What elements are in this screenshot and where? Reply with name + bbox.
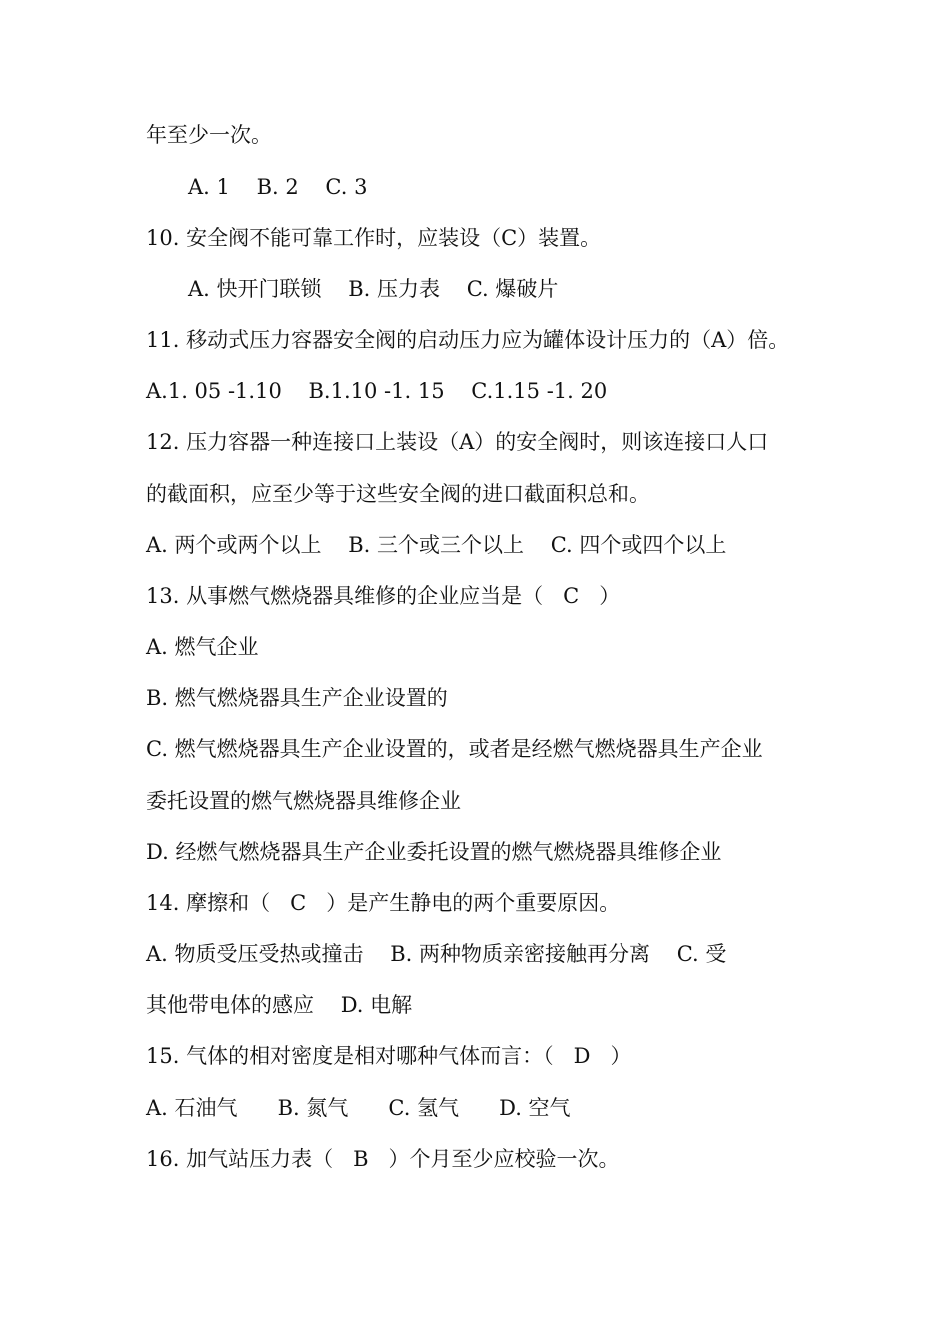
- question-15: 15. 气体的相对密度是相对哪种气体而言：（ D ）: [146, 1044, 632, 1068]
- text-line: 年至少一次。: [146, 123, 272, 147]
- answer-option: B. 燃气燃烧器具生产企业设置的: [146, 686, 448, 710]
- answer-options: A. 物质受压受热或撞击 B. 两种物质亲密接触再分离 C. 受: [146, 942, 727, 966]
- question-12: 12. 压力容器一种连接口上装设（A）的安全阀时，则该连接口人口: [146, 430, 769, 454]
- answer-options: A. 1 B. 2 C. 3: [188, 175, 368, 199]
- text-line: 的截面积，应至少等于这些安全阀的进口截面积总和。: [146, 482, 650, 506]
- answer-options: A.1. 05 -1.10 B.1.10 -1. 15 C.1.15 -1. 20: [146, 379, 608, 403]
- question-13: 13. 从事燃气燃烧器具维修的企业应当是（ C ）: [146, 584, 621, 608]
- question-14: 14. 摩擦和（ C ）是产生静电的两个重要原因。: [146, 891, 621, 915]
- question-16: 16. 加气站压力表（ B ）个月至少应校验一次。: [146, 1147, 620, 1171]
- answer-option: D. 经燃气燃烧器具生产企业委托设置的燃气燃烧器具维修企业: [146, 840, 722, 864]
- answer-options: A. 快开门联锁 B. 压力表 C. 爆破片: [188, 277, 559, 301]
- answer-option: C. 燃气燃烧器具生产企业设置的，或者是经燃气燃烧器具生产企业: [146, 737, 763, 761]
- text-line: 其他带电体的感应 D. 电解: [146, 993, 413, 1017]
- text-line: 委托设置的燃气燃烧器具维修企业: [146, 789, 461, 813]
- question-10: 10. 安全阀不能可靠工作时，应装设（C）装置。: [146, 226, 602, 250]
- answer-options: A. 两个或两个以上 B. 三个或三个以上 C. 四个或四个以上: [146, 533, 727, 557]
- question-11: 11. 移动式压力容器安全阀的启动压力应为罐体设计压力的（A）倍。: [146, 328, 790, 352]
- answer-option: A. 燃气企业: [146, 635, 259, 659]
- answer-options: A. 石油气 B. 氮气 C. 氢气 D. 空气: [146, 1096, 571, 1120]
